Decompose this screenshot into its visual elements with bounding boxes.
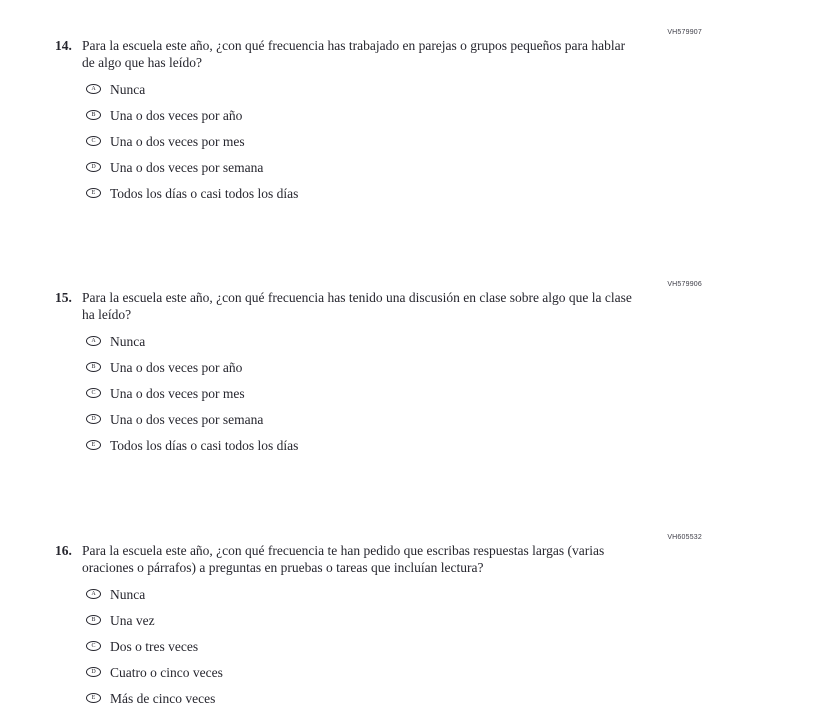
radio-bubble-icon[interactable] bbox=[86, 362, 101, 372]
question-code: VH579906 bbox=[667, 281, 702, 288]
option-label: Una o dos veces por semana bbox=[110, 159, 264, 175]
answer-option[interactable] bbox=[86, 128, 825, 154]
bubble-letter: A bbox=[91, 591, 96, 597]
bubble-letter: E bbox=[91, 190, 96, 196]
option-label: Cuatro o cinco veces bbox=[110, 664, 223, 680]
bubble-letter: B bbox=[91, 112, 96, 118]
answer-option[interactable] bbox=[86, 102, 825, 128]
question-block-15 bbox=[0, 281, 825, 458]
option-label: Dos o tres veces bbox=[110, 638, 199, 654]
radio-bubble-icon[interactable] bbox=[86, 615, 101, 625]
bubble-letter: D bbox=[91, 164, 96, 170]
option-label: Una o dos veces por año bbox=[110, 107, 243, 123]
question-number: 14. bbox=[55, 38, 72, 53]
question-number: 16. bbox=[55, 543, 72, 558]
bubble-letter: C bbox=[91, 138, 96, 144]
bubble-letter: E bbox=[91, 442, 96, 448]
question-block-14 bbox=[0, 29, 825, 206]
answer-option[interactable] bbox=[86, 607, 825, 633]
radio-bubble-icon[interactable] bbox=[86, 641, 101, 651]
question-block-16 bbox=[0, 534, 825, 711]
radio-bubble-icon[interactable] bbox=[86, 110, 101, 120]
answer-option[interactable] bbox=[86, 432, 825, 458]
radio-bubble-icon[interactable] bbox=[86, 188, 101, 198]
answer-options bbox=[86, 76, 825, 206]
radio-bubble-icon[interactable] bbox=[86, 336, 101, 346]
option-label: Todos los días o casi todos los días bbox=[110, 185, 299, 201]
radio-bubble-icon[interactable] bbox=[86, 440, 101, 450]
question-text: Para la escuela este año, ¿con qué frecuencia te han pedido que escribas respuestas largas (varias oraciones o párrafos) a preguntas en pruebas o tareas que incluían lectura? bbox=[82, 543, 605, 575]
radio-bubble-icon[interactable] bbox=[86, 388, 101, 398]
bubble-letter: B bbox=[91, 617, 96, 623]
question-text: Para la escuela este año, ¿con qué frecuencia has tenido una discusión en clase sobre algo que la clase ha leído? bbox=[82, 290, 632, 322]
option-label: Una o dos veces por mes bbox=[110, 385, 245, 401]
answer-options bbox=[86, 328, 825, 458]
question-text: Para la escuela este año, ¿con qué frecuencia has trabajado en parejas o grupos pequeños para hablar de algo que has leído? bbox=[82, 38, 626, 70]
radio-bubble-icon[interactable] bbox=[86, 589, 101, 599]
radio-bubble-icon[interactable] bbox=[86, 693, 101, 703]
bubble-letter: D bbox=[91, 416, 96, 422]
option-label: Nunca bbox=[110, 586, 146, 602]
answer-option[interactable] bbox=[86, 406, 825, 432]
answer-option[interactable] bbox=[86, 328, 825, 354]
option-label: Una o dos veces por mes bbox=[110, 133, 245, 149]
question-code: VH605532 bbox=[667, 534, 702, 541]
answer-option[interactable] bbox=[86, 76, 825, 102]
question-number: 15. bbox=[55, 290, 72, 305]
radio-bubble-icon[interactable] bbox=[86, 162, 101, 172]
radio-bubble-icon[interactable] bbox=[86, 414, 101, 424]
option-label: Todos los días o casi todos los días bbox=[110, 437, 299, 453]
bubble-letter: C bbox=[91, 390, 96, 396]
answer-option[interactable] bbox=[86, 354, 825, 380]
answer-option[interactable] bbox=[86, 659, 825, 685]
question-stem bbox=[0, 37, 825, 71]
answer-option[interactable] bbox=[86, 633, 825, 659]
question-stem bbox=[0, 289, 825, 323]
answer-option[interactable] bbox=[86, 154, 825, 180]
radio-bubble-icon[interactable] bbox=[86, 667, 101, 677]
question-code: VH579907 bbox=[667, 29, 702, 36]
answer-option[interactable] bbox=[86, 180, 825, 206]
bubble-letter: A bbox=[91, 86, 96, 92]
answer-option[interactable] bbox=[86, 685, 825, 711]
answer-options bbox=[86, 581, 825, 711]
radio-bubble-icon[interactable] bbox=[86, 84, 101, 94]
bubble-letter: E bbox=[91, 695, 96, 701]
answer-option[interactable] bbox=[86, 581, 825, 607]
option-label: Nunca bbox=[110, 81, 146, 97]
bubble-letter: D bbox=[91, 669, 96, 675]
option-label: Una o dos veces por año bbox=[110, 359, 243, 375]
option-label: Más de cinco veces bbox=[110, 690, 216, 706]
bubble-letter: B bbox=[91, 364, 96, 370]
question-stem bbox=[0, 542, 825, 576]
radio-bubble-icon[interactable] bbox=[86, 136, 101, 146]
option-label: Una o dos veces por semana bbox=[110, 411, 264, 427]
bubble-letter: C bbox=[91, 643, 96, 649]
option-label: Una vez bbox=[110, 612, 155, 628]
bubble-letter: A bbox=[91, 338, 96, 344]
answer-option[interactable] bbox=[86, 380, 825, 406]
option-label: Nunca bbox=[110, 333, 146, 349]
